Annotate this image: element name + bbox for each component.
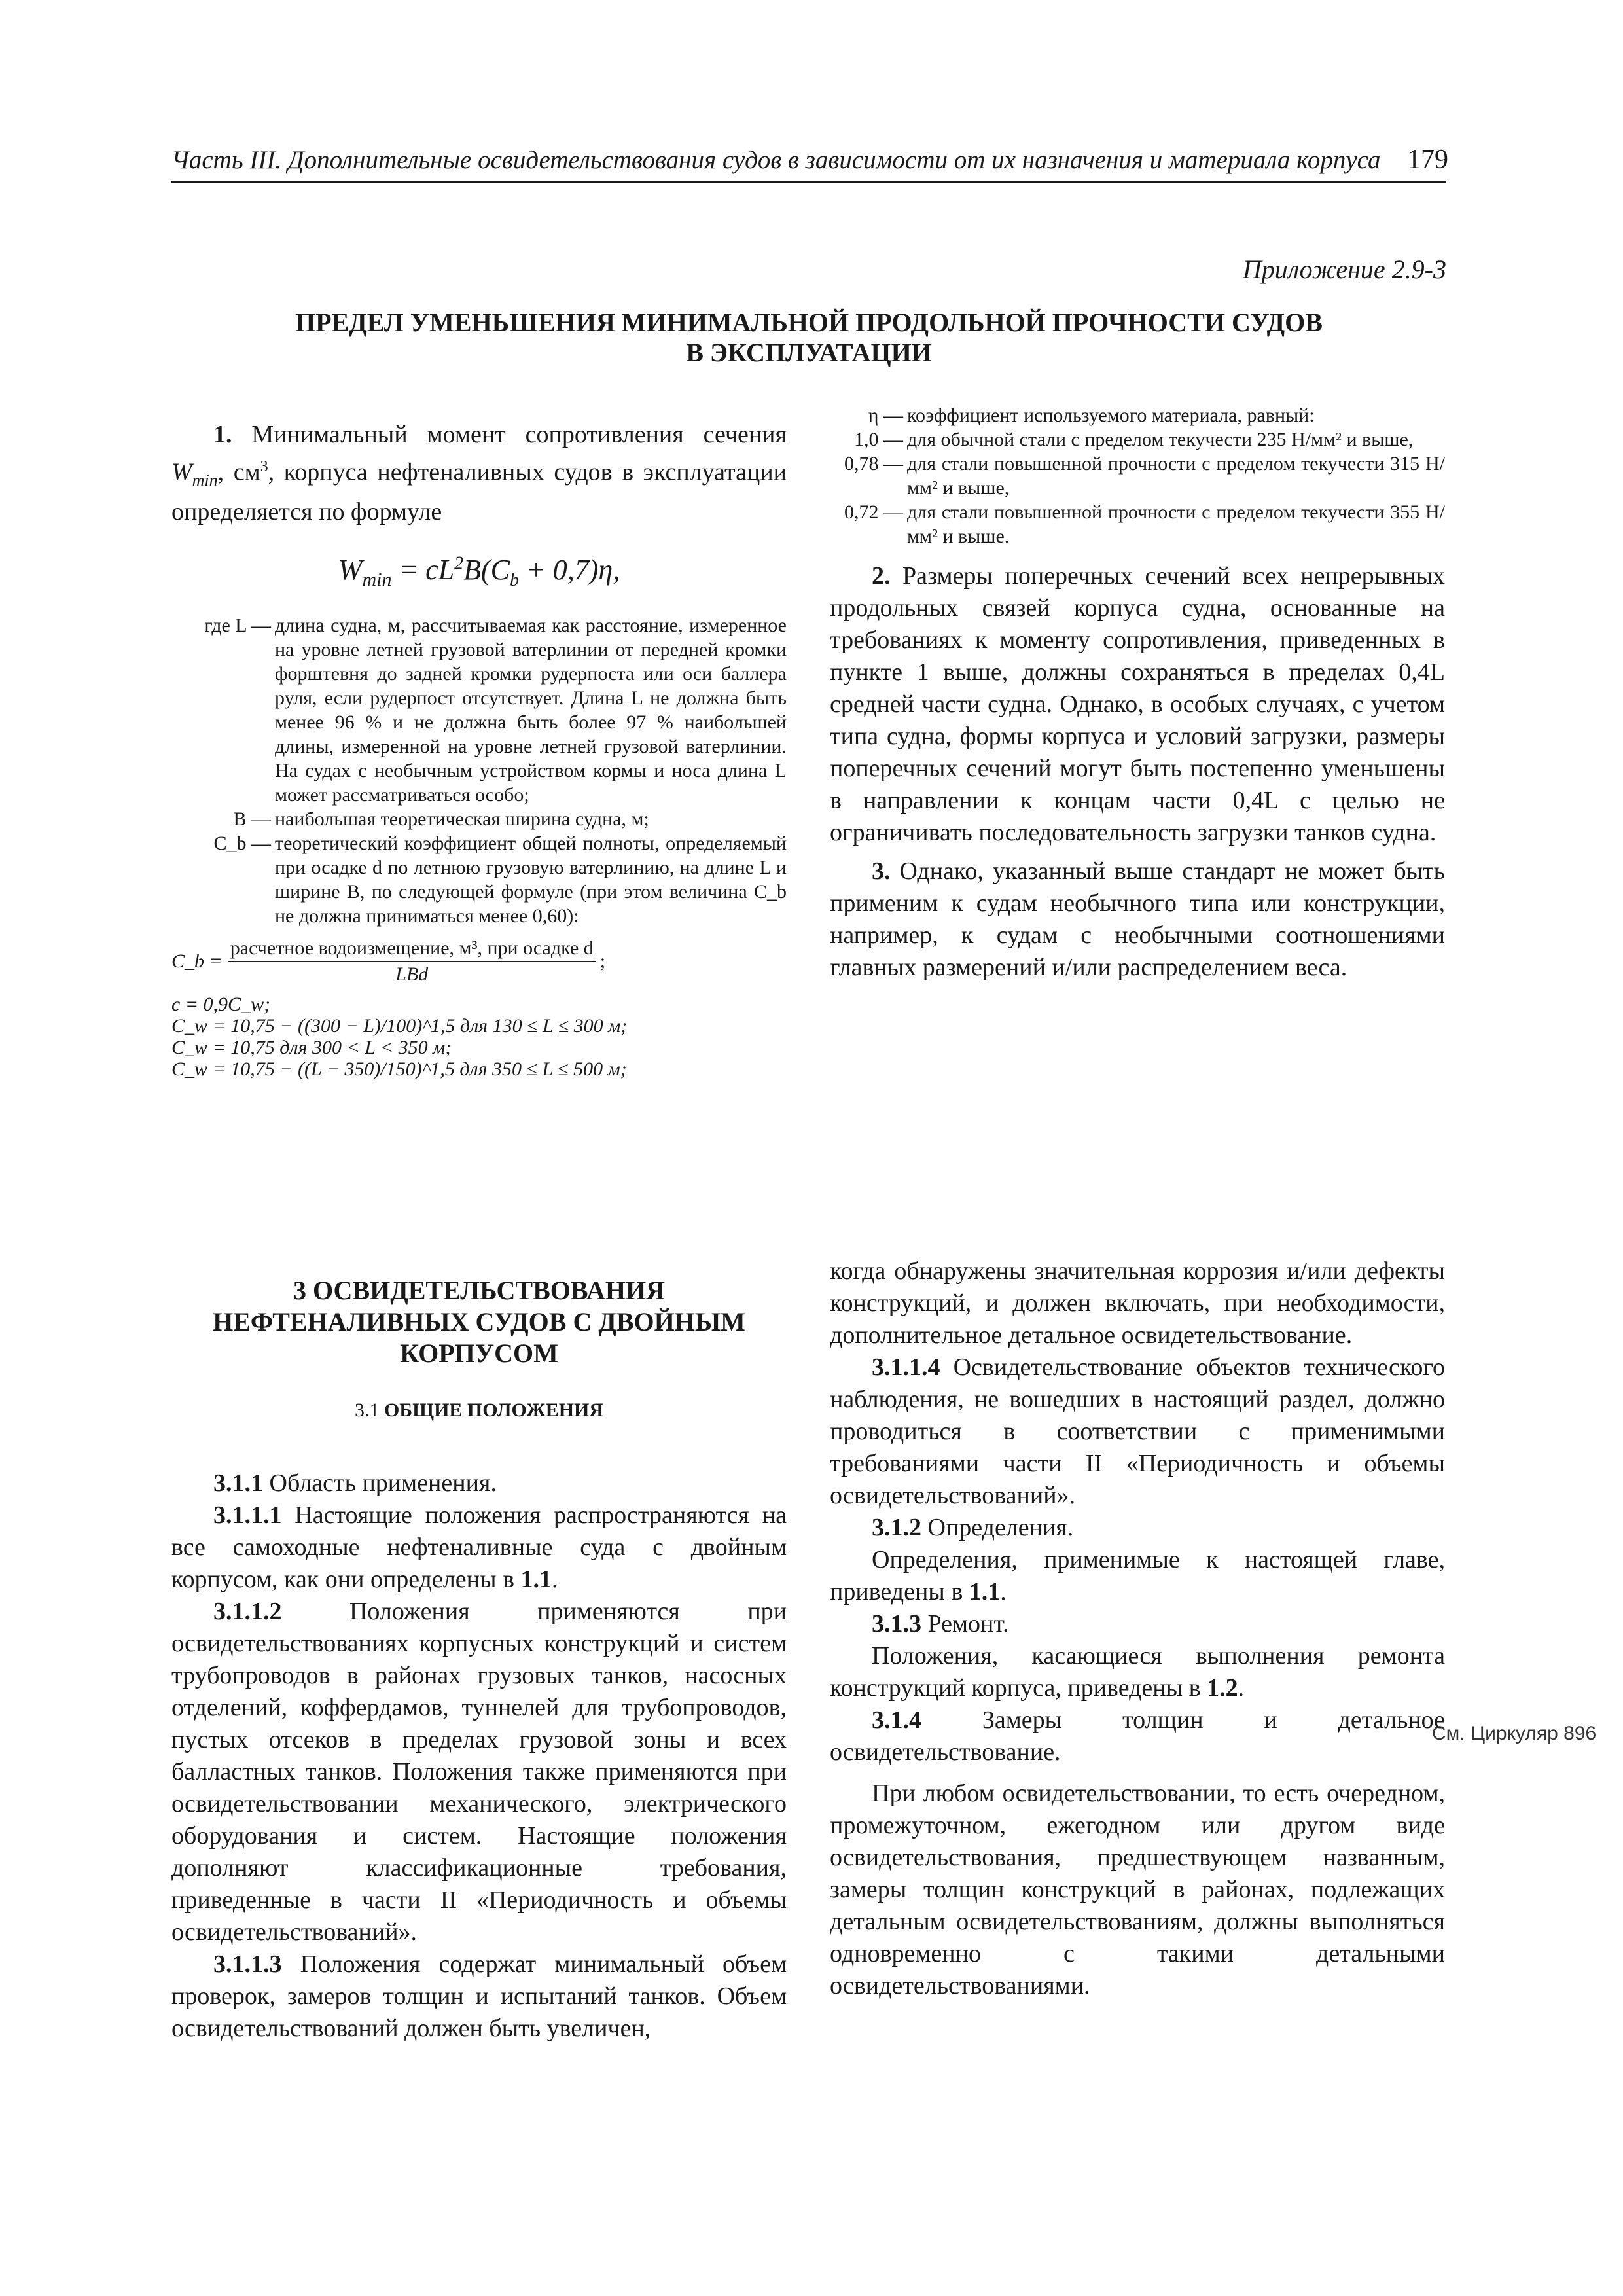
upper-left-column (171, 419, 787, 1080)
clause-3-1-1-2: 3.1.1.2 Положения применяются при освидетельствованиях корпусных конструкций и систем трубопроводов в районах грузовых танков, насосных отделений, коффердамов, туннелей для трубопроводов, пустых отсеков в пределах грузовой зоны и всех балластных танков. Положения также применяются при освидетельствовании механического, электрического оборудования и систем. Настоящие положения дополняют классификационные требования, приведенные в части II «Периодичность и объемы освидетельствований». (171, 1598, 787, 1946)
formula-line: c = 0,9C_w; (171, 994, 271, 1016)
eta-text: для обычной стали с пределом текучести 235 Н/мм² и выше, (907, 429, 1414, 450)
definition-text: теоретический коэффициент общей полноты, определяемый при осадке d по летнюю грузовую ватерлинию, на длине L и ширине B, по следующей формуле (при этом величина C_b не должна приниматься менее 0,60): (275, 833, 787, 927)
clause-3-1-1-4: 3.1.1.4 Освидетельствование объектов технического наблюдения, не вошедших в настоящий раздел, должно проводиться в соответствии с применимыми требованиями части II «Периодичность и объемы освидетельствований». (830, 1354, 1445, 1509)
definition-symbol: C_b — (213, 833, 271, 855)
cw-formulas (171, 994, 787, 1080)
appendix-title (171, 308, 1446, 368)
subsection-3-1-title: 3.1 ОБЩИЕ ПОЛОЖЕНИЯ (354, 1399, 604, 1421)
eta-row (830, 403, 1445, 427)
clause-3-1-4-body: При любом освидетельствовании, то есть очередном, промежуточном, ежегодном или другом виде освидетельствования, предшествующем названным, замеры толщин конструкций в районах, подлежащих детальным освидетельствованиям, должны выполняться одновременно с такими детальными освидетельствованиями. (830, 1780, 1445, 2000)
clause-3-1-2: 3.1.2 Определения. (872, 1514, 1074, 1541)
formula-line: C_w = 10,75 − ((300 − L)/100)^1,5 для 130 ≤ L ≤ 300 м; (171, 1015, 628, 1037)
eta-symbol: η — (868, 404, 903, 426)
lower-left-column (171, 1275, 787, 2045)
cb-numerator: расчетное водоизмещение, м³, при осадке d (228, 937, 596, 962)
header-rule (171, 181, 1446, 183)
margin-note-link[interactable]: См. Циркуляр 896 (1432, 1723, 1597, 1744)
cb-denominator: LBd (395, 963, 429, 986)
eta-symbol: 1,0 — (854, 429, 903, 450)
running-header: Часть III. Дополнительные освидетельствования судов в зависимости от их назначения и материала корпуса (171, 146, 1381, 174)
eta-definitions (830, 403, 1445, 548)
definitions-list (171, 613, 787, 928)
definition-symbol: B — (233, 808, 271, 831)
definition-row (171, 807, 787, 831)
item-1-paragraph: 1. Минимальный момент сопротивления сечения $W_{min}$, $см^3$, корпуса нефтеналивных судов в эксплуатации определяется по формуле (171, 421, 787, 526)
main-formula: $W_{min} = cL^2B(C_b + 0,7)\eta$, (338, 553, 620, 591)
clause-3-1-1-1: 3.1.1.1 Настоящие положения распространяются на все самоходные нефтеналивные суда с двойным корпусом, как они определены в 1.1. (171, 1501, 787, 1593)
title-line-2: В ЭКСПЛУАТАЦИИ (686, 338, 932, 367)
eta-row (830, 452, 1445, 500)
clause-3-1-1: 3.1.1 Область применения. (213, 1469, 497, 1497)
eta-row (830, 427, 1445, 452)
cb-fraction (228, 937, 596, 986)
cb-formula: C_b = $\frac{\text{расчетное водоизмещение, м³, при осадке d}}{\text{LBd}}$ ; (171, 937, 606, 986)
definition-symbol: где L — (204, 615, 271, 637)
upper-right-column (830, 403, 1445, 984)
clause-3-1-1-3-continued: когда обнаружены значительная коррозия и/или дефекты конструкций, и должен включать, при необходимости, дополнительное детальное освидетельствование. (830, 1257, 1445, 1349)
clause-3-1-2-body: Определения, применимые к настоящей главе, приведены в 1.1. (830, 1546, 1445, 1605)
title-line-1: ПРЕДЕЛ УМЕНЬШЕНИЯ МИНИМАЛЬНОЙ ПРОДОЛЬНОЙ ПРОЧНОСТИ СУДОВ (295, 308, 1323, 337)
eta-row (830, 500, 1445, 548)
page-number: 179 (1407, 145, 1448, 175)
eta-symbol: 0,72 — (844, 501, 903, 523)
clause-3-1-3: 3.1.3 Ремонт. (872, 1610, 1009, 1638)
definition-text: наибольшая теоретическая ширина судна, м; (275, 808, 649, 831)
item-2-paragraph: 2. Размеры поперечных сечений всех непрерывных продольных связей корпуса судна, основанные на требованиях к моменту сопротивления, приведенных в пункте 1 выше, должны сохраняться в пределах 0,4L средней части судна. Однако, в особых случаях, с учетом типа судна, формы корпуса и условий загрузки, размеры поперечных сечений могут быть постепенно уменьшены в направлении к концам части 0,4L с целью не ограничивать последовательность загрузки танков судна. (830, 562, 1445, 846)
lower-right-column (830, 1255, 1445, 2002)
clause-3-1-3-body: Положения, касающиеся выполнения ремонта конструкций корпуса, приведены в 1.2. (830, 1642, 1445, 1702)
appendix-label: Приложение 2.9-3 (1242, 255, 1446, 284)
clause-3-1-1-3: 3.1.1.3 Положения содержат минимальный объем проверок, замеров толщин и испытаний танков. Объем освидетельствований должен быть увеличен, (171, 1950, 787, 2042)
definition-row (171, 831, 787, 928)
section-3-title: 3 ОСВИДЕТЕЛЬСТВОВАНИЯ НЕФТЕНАЛИВНЫХ СУДОВ С ДВОЙНЫМ КОРПУСОМ (213, 1276, 745, 1368)
clause-3-1-4: 3.1.4 Замеры толщин и детальное освидетельствование. (830, 1706, 1445, 1766)
eta-text: коэффициент используемого материала, равный: (907, 404, 1315, 426)
item-3-paragraph: 3. Однако, указанный выше стандарт не может быть применим к судам необычного типа или конструкции, например, к судам с необычными соотношениями главных размерений и/или распределением веса. (830, 857, 1445, 981)
definition-row (171, 613, 787, 807)
definition-text: длина судна, м, рассчитываемая как расстояние, измеренное на уровне летней грузовой ватерлинии от передней кромки форштевня до задней кромки рудерпоста или оси баллера руля, если рудерпост отсутствует. Длина L не должна быть менее 96 % и не должна быть более 97 % наибольшей длины, измеренной на уровне летней грузовой ватерлинии. На судах с необычным устройством кормы и носа длина L может рассматриваться особо; (275, 615, 787, 806)
formula-line: C_w = 10,75 − ((L − 350)/150)^1,5 для 350 ≤ L ≤ 500 м; (171, 1058, 627, 1081)
cb-formula-lhs: C_b = (171, 950, 223, 973)
formula-line: C_w = 10,75 для 300 < L < 350 м; (171, 1037, 452, 1059)
eta-text: для стали повышенной прочности с пределом текучести 355 Н/мм² и выше. (907, 501, 1445, 547)
eta-text: для стали повышенной прочности с пределом текучести 315 Н/мм² и выше, (907, 453, 1445, 499)
eta-symbol: 0,78 — (844, 453, 903, 475)
item-1-number: 1. (213, 421, 232, 448)
